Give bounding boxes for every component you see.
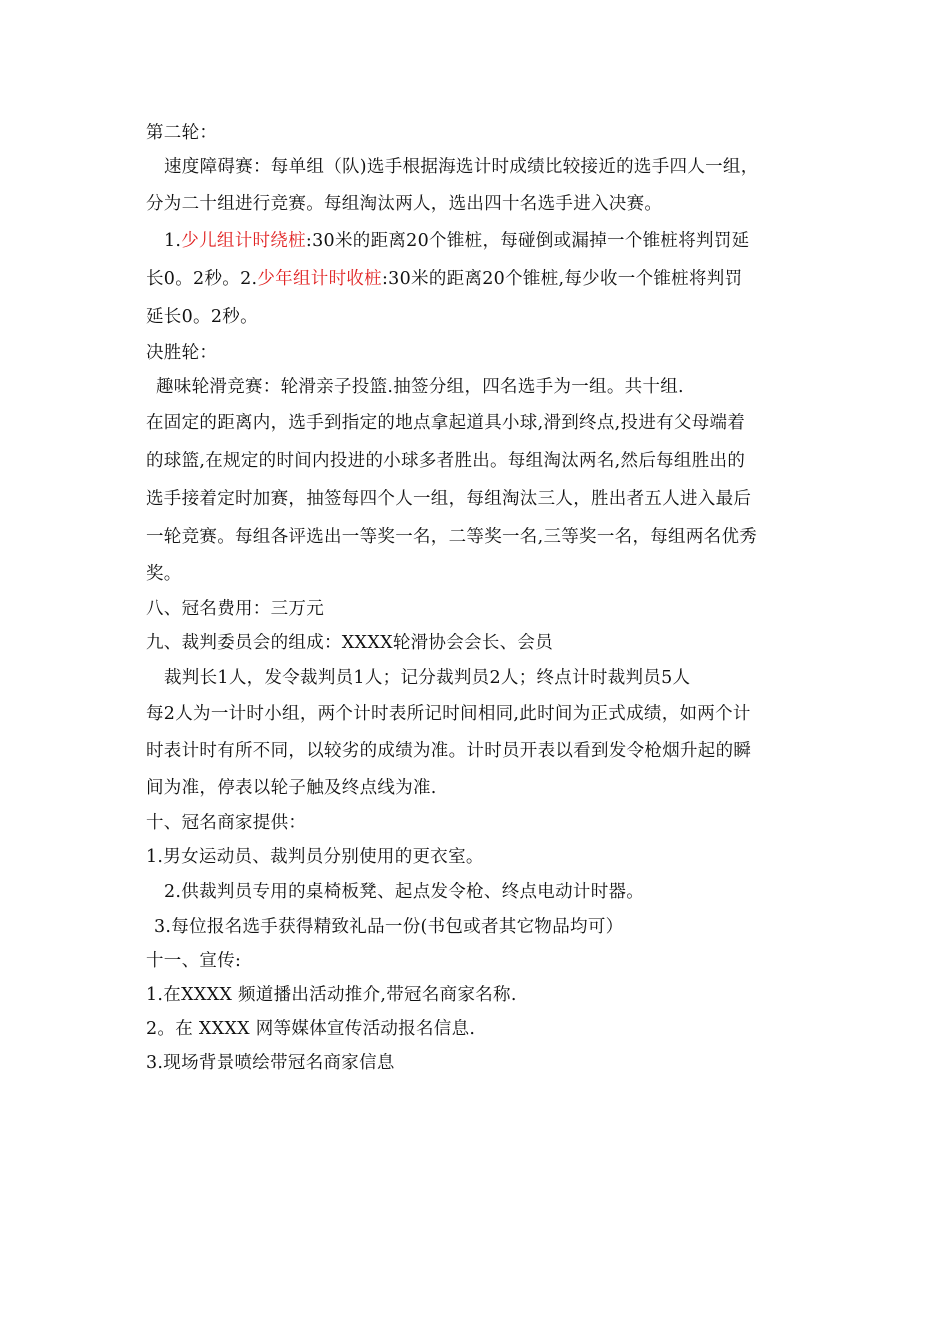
section-9: 九、裁判委员会的组成：XXXX轮滑协会会长、会员 (146, 633, 554, 653)
referee-line: 间为准，停表以轮子触及终点线为准. (146, 778, 437, 798)
rule2-text: :30米的距离20个锥桩,每少收一个锥桩将判罚 (381, 269, 743, 289)
round2-heading: 第二轮： (146, 123, 218, 143)
round2-desc-line: 分为二十组进行竞赛。每组淘汰两人，选出四十名选手进入决赛。 (146, 194, 663, 214)
rule1-continuation: 长0。2秒。2. (146, 269, 258, 289)
provide-item: 1.男女运动员、裁判员分别使用的更衣室。 (146, 847, 484, 867)
section-11: 十一、宣传: (146, 951, 242, 971)
referee-line: 裁判长1人，发令裁判员1人；记分裁判员2人；终点计时裁判员5人 (164, 668, 691, 688)
final-desc-line: 的球篮,在规定的时间内投进的小球多者胜出。每组淘汰两名,然后每组胜出的 (146, 451, 746, 471)
provide-item: 2.供裁判员专用的桌椅板凳、起点发令枪、终点电动计时器。 (164, 882, 645, 902)
promo-item: 3.现场背景喷绘带冠名商家信息 (146, 1053, 395, 1073)
rule1-name: 少儿组计时绕桩 (181, 231, 306, 251)
rule1-line (146, 222, 816, 260)
provide-item: 3.每位报名选手获得精致礼品一份(书包或者其它物品均可） (154, 917, 624, 937)
final-desc-line: 奖。 (146, 564, 182, 584)
rule1-text: :30米的距离20个锥桩，每碰倒或漏掉一个锥桩将判罚延 (305, 231, 750, 251)
final-heading: 决胜轮： (146, 343, 218, 363)
section-10: 十、冠名商家提供： (146, 813, 307, 833)
round2-desc-line: 速度障碍赛：每单组（队)选手根据海选计时成绩比较接近的选手四人一组， (164, 157, 759, 177)
referee-line: 每2人为一计时小组，两个计时表所记时间相同,此时间为正式成绩，如两个计 (146, 704, 751, 724)
section-8: 八、冠名费用：三万元 (146, 599, 324, 619)
rule1-number: 1. (164, 231, 182, 251)
rule2-continuation: 延长0。2秒。 (146, 307, 258, 327)
referee-line: 时表计时有所不同，以较劣的成绩为准。计时员开表以看到发令枪烟升起的瞬 (146, 741, 752, 761)
final-desc-line: 一轮竞赛。每组各评选出一等奖一名，二等奖一名,三等奖一名，每组两名优秀 (146, 527, 758, 547)
promo-item: 1.在XXXX 频道播出活动推介,带冠名商家名称. (146, 985, 517, 1005)
document-body (146, 118, 816, 1080)
final-desc-line: 选手接着定时加赛，抽签每四个人一组，每组淘汰三人，胜出者五人进入最后 (146, 489, 752, 509)
rule2-line (146, 260, 816, 298)
final-desc-line: 在固定的距离内，选手到指定的地点拿起道具小球,滑到终点,投进有父母端着 (146, 413, 746, 433)
rule2-name: 少年组计时收桩 (257, 269, 382, 289)
final-desc-line: 趣味轮滑竞赛：轮滑亲子投篮.抽签分组，四名选手为一组。共十组. (156, 377, 684, 397)
promo-item: 2。在 XXXX 网等媒体宣传活动报名信息. (146, 1019, 476, 1039)
